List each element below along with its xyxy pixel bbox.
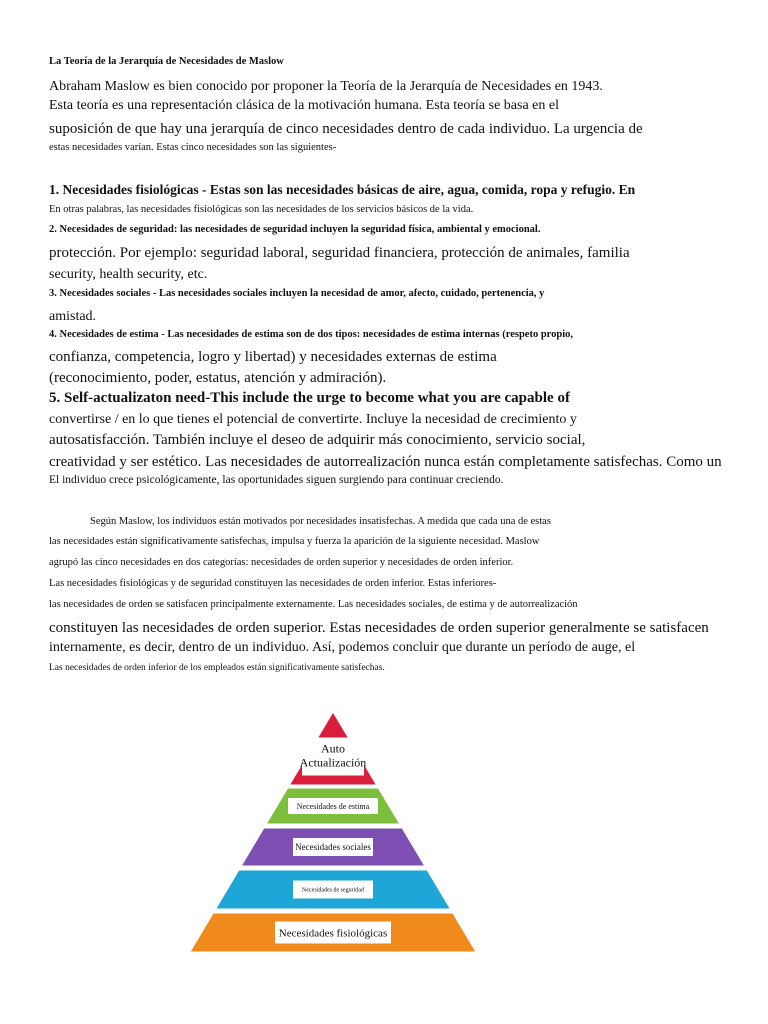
paragraph-line: Las necesidades de orden inferior de los empleados están significativamente satisfechas. [49, 663, 385, 673]
need-5-text: El individuo crece psicológicamente, las oportunidades siguen surgiendo para continuar creciendo. [49, 474, 504, 486]
document-title: La Teoría de la Jerarquía de Necesidades de Maslow [49, 56, 284, 67]
paragraph-line: Según Maslow, los individuos están motivados por necesidades insatisfechas. A medida que cada una de estas [90, 516, 551, 527]
level-physiological-label: Necesidades fisiológicas [278, 927, 388, 940]
paragraph-line: constituyen las necesidades de orden superior. Estas necesidades de orden superior generalmente se satisfacen [49, 620, 709, 636]
paragraph-line: internamente, es decir, dentro de un individuo. Así, podemos concluir que durante un período de auge, el [49, 640, 636, 655]
need-2-text: security, health security, etc. [49, 267, 208, 282]
intro-line: Esta teoría es una representación clásica de la motivación humana. Esta teoría se basa en el [49, 98, 560, 113]
need-5-text: autosatisfacción. También incluye el deseo de adquirir más conocimiento, servicio social, [49, 432, 586, 448]
paragraph-line: agrupó las cinco necesidades en dos categorías: necesidades de orden superior y necesidades de orden inferior. [49, 557, 514, 568]
need-1-heading: 1. Necesidades fisiológicas - Estas son las necesidades básicas de aire, agua, comida, ropa y refugio. En [49, 182, 636, 197]
intro-line: suposición de que hay una jerarquía de cinco necesidades dentro de cada individuo. La urgencia de [49, 121, 643, 137]
need-5-text: convertirse / en lo que tienes el potencial de convertirte. Incluye la necesidad de crecimiento y [49, 412, 577, 427]
need-2-heading: 2. Necesidades de seguridad: las necesidades de seguridad incluyen la seguridad física, ambiental y emocional. [49, 224, 541, 235]
need-2-text: protección. Por ejemplo: seguridad laboral, seguridad financiera, protección de animales, familia [49, 245, 630, 261]
paragraph-line: las necesidades de orden se satisfacen principalmente externamente. Las necesidades sociales, de estima y de autorrealización [49, 599, 578, 610]
level-social-label: Necesidades sociales [295, 842, 371, 853]
need-3-text: amistad. [49, 309, 97, 324]
paragraph-line: las necesidades están significativamente satisfechas, impulsa y fuerza la aparición de la siguiente necesidad. Maslow [49, 536, 540, 547]
maslow-pyramid-diagram [0, 700, 768, 970]
need-4-text: confianza, competencia, logro y libertad) y necesidades externas de estima [49, 349, 497, 365]
pyramid-graphic [0, 700, 768, 970]
level-esteem-label: Necesidades de estima [296, 801, 370, 811]
level-safety-label: Necesidades de seguridad [302, 887, 364, 894]
intro-line: Abraham Maslow es bien conocido por proponer la Teoría de la Jerarquía de Necesidades en 1943. [49, 79, 603, 94]
need-4-text: (reconocimiento, poder, estatus, atención y admiración). [49, 370, 387, 386]
level-self-actualization-label: Auto Actualización [299, 741, 367, 770]
intro-line: estas necesidades varían. Estas cinco necesidades son las siguientes- [49, 142, 337, 153]
need-1-text: En otras palabras, las necesidades fisiológicas son las necesidades de los servicios básicos de la vida. [49, 204, 474, 215]
need-5-heading: 5. Self-actualizaton need-This include the urge to become what you are capable of [49, 390, 570, 406]
need-4-heading: 4. Necesidades de estima - Las necesidades de estima son de dos tipos: necesidades de estima internas (respeto propio, [49, 329, 574, 340]
need-5-text: creatividad y ser estético. Las necesidades de autorrealización nunca están completamente satisfechas. Como un [49, 454, 722, 470]
paragraph-line: Las necesidades fisiológicas y de seguridad constituyen las necesidades de orden inferior. Estas inferiores- [49, 578, 497, 589]
need-3-heading: 3. Necesidades sociales - Las necesidades sociales incluyen la necesidad de amor, afecto, cuidado, pertenencia, y [49, 288, 545, 299]
